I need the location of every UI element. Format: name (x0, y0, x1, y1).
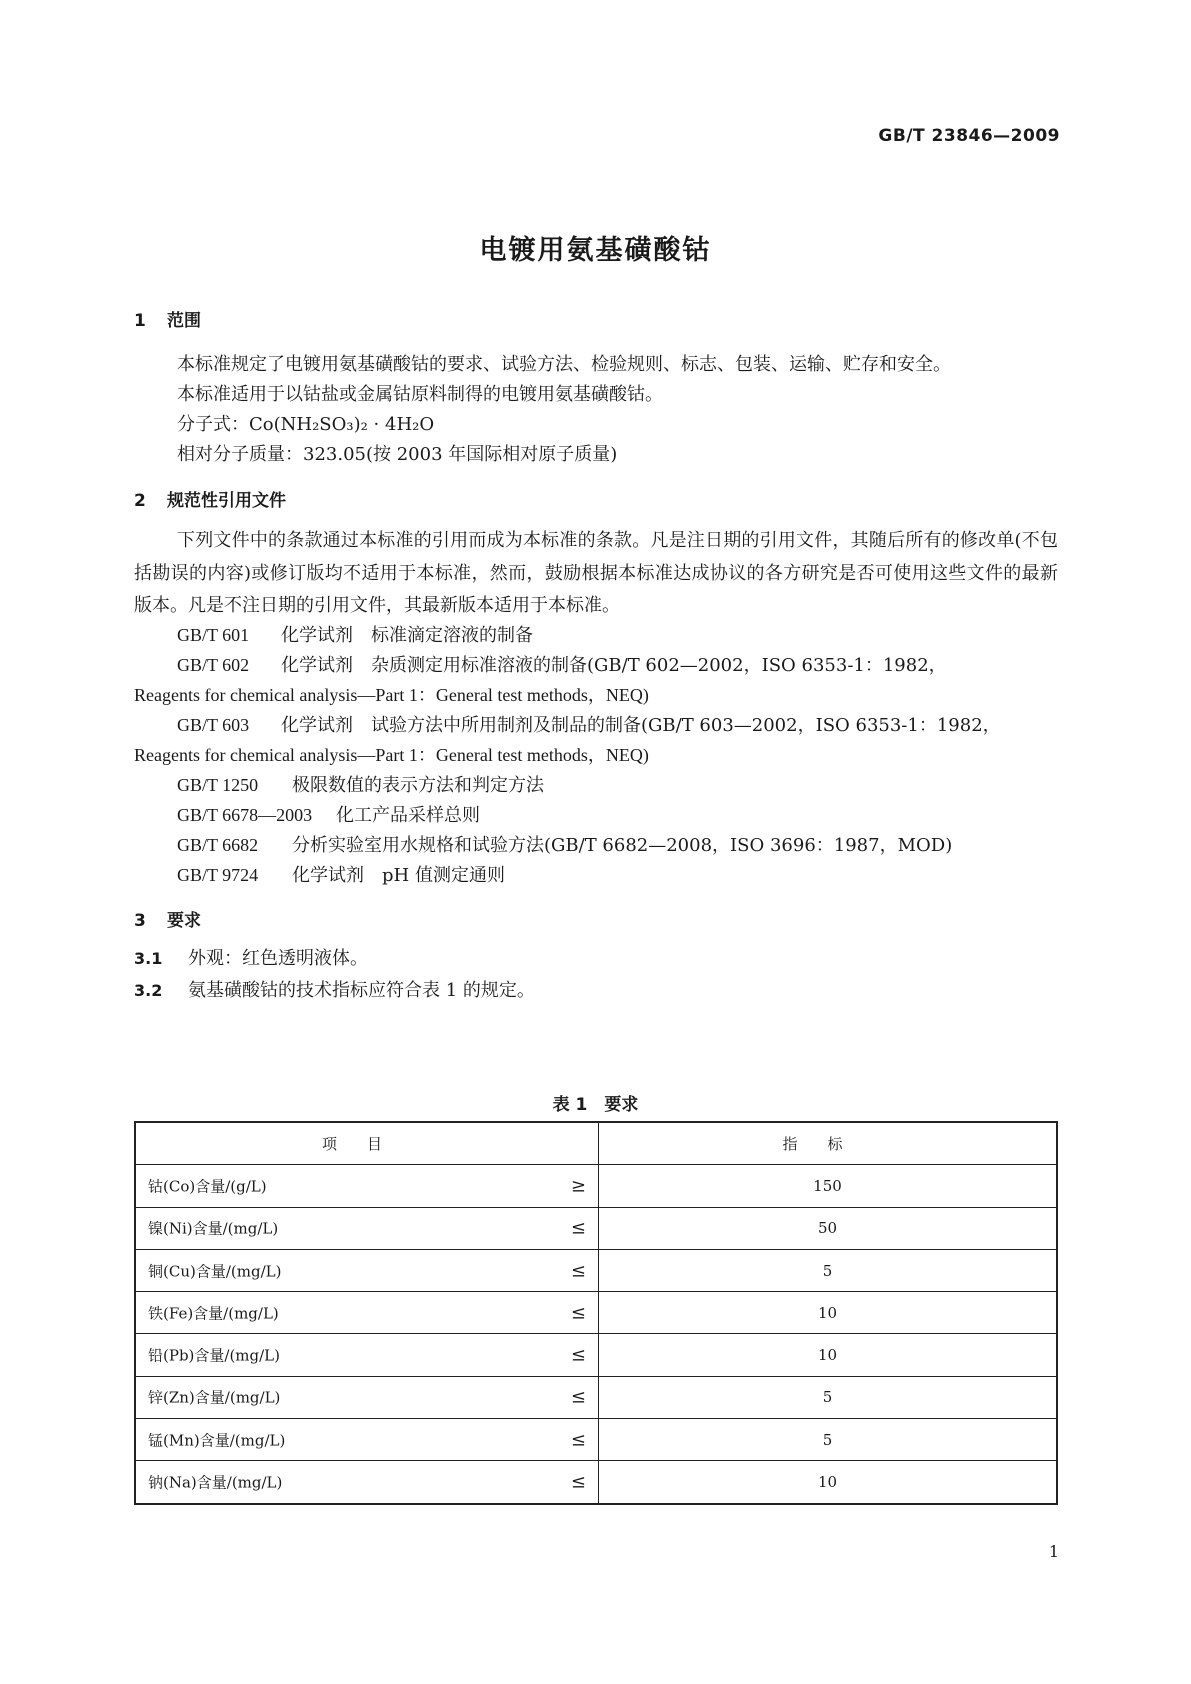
column-header-value: 指标 (599, 1122, 1058, 1165)
item-name: 铜(Cu)含量/(mg/L) (148, 1262, 282, 1281)
reference-title: 化学试剂 pH 值测定通则 (292, 865, 505, 886)
item-name: 锰(Mn)含量/(mg/L) (148, 1431, 286, 1450)
section-title: 要求 (167, 911, 201, 931)
table-row (135, 1376, 1057, 1418)
table-row (135, 1419, 1057, 1461)
reference-title: 化学试剂 标准滴定溶液的制备 (281, 625, 533, 646)
formula-label: 分子式： (177, 414, 249, 435)
item-cell (135, 1207, 599, 1249)
comparison-operator: ≤ (570, 1471, 586, 1493)
intro-text: 下列文件中的条款通过本标准的引用而成为本标准的条款。凡是注日期的引用文件，其随后所有的修改单(不包括勘误的内容)或修订版均不适用于本标准，然而，鼓励根据本标准达成协议的各方研究是否可使用这些文件的最新版本。凡是不注日期的引用文件，其最新版本适用于本标准。 (134, 530, 1058, 616)
item-name: 铁(Fe)含量/(mg/L) (148, 1304, 279, 1323)
standard-code: GB/T 23846—2009 (878, 126, 1060, 146)
item-cell (135, 1249, 599, 1291)
item-cell (135, 1376, 599, 1418)
item-name: 锌(Zn)含量/(mg/L) (148, 1388, 281, 1407)
reference-continuation: Reagents for chemical analysis—Part 1：General test methods，NEQ) (134, 685, 649, 705)
table-caption: 表 1 要求 (552, 1095, 639, 1115)
table-row (135, 1461, 1057, 1504)
reference-title: 极限数值的表示方法和判定方法 (292, 775, 544, 796)
references-intro (134, 525, 1058, 623)
section-3-heading (134, 906, 201, 931)
comparison-operator: ≤ (570, 1260, 586, 1282)
section-number: 1 (134, 311, 146, 331)
reference-item (177, 861, 505, 887)
reference-item (177, 621, 533, 647)
table-row (135, 1207, 1057, 1249)
item-name: 镍(Ni)含量/(mg/L) (148, 1219, 279, 1238)
reference-item (177, 801, 480, 827)
molecular-mass: 相对分子质量：323.05(按 2003 年国际相对原子质量) (177, 444, 618, 465)
reference-item (177, 831, 952, 857)
section-2-heading (134, 486, 286, 511)
page-number: 1 (1048, 1542, 1059, 1561)
clause-3-2 (134, 976, 535, 1002)
item-name: 铅(Pb)含量/(mg/L) (148, 1346, 280, 1365)
comparison-operator: ≤ (570, 1429, 586, 1451)
item-cell (135, 1292, 599, 1334)
section-title: 范围 (167, 311, 201, 331)
document-title: 电镀用氨基磺酸钴 (479, 235, 712, 266)
item-cell (135, 1165, 599, 1207)
reference-code: GB/T 603 (177, 715, 250, 735)
section-number: 3 (134, 911, 146, 931)
reference-title: 化工产品采样总则 (336, 805, 480, 826)
table-row (135, 1292, 1057, 1334)
table-row (135, 1165, 1057, 1207)
value-cell: 50 (599, 1207, 1058, 1249)
value-cell: 10 (599, 1292, 1058, 1334)
clause-text: 氨基磺酸钴的技术指标应符合表 1 的规定。 (188, 980, 535, 1001)
molecular-formula (177, 410, 434, 436)
clause-number: 3.1 (134, 949, 163, 968)
item-name: 钴(Co)含量/(g/L) (148, 1177, 267, 1196)
column-header-item: 项目 (135, 1122, 599, 1165)
scope-paragraph-1: 本标准规定了电镀用氨基磺酸钴的要求、试验方法、检验规则、标志、包装、运输、贮存和安全。 (177, 354, 951, 375)
clause-3-1 (134, 944, 368, 970)
requirements-table (134, 1121, 1058, 1505)
section-1-heading (134, 306, 201, 331)
value-cell: 5 (599, 1376, 1058, 1418)
reference-item (177, 771, 544, 797)
value-cell: 5 (599, 1419, 1058, 1461)
comparison-operator: ≥ (570, 1175, 586, 1197)
reference-title: 化学试剂 试验方法中所用制剂及制品的制备(GB/T 603—2002，ISO 6353-1：1982， (281, 715, 1001, 736)
item-cell (135, 1419, 599, 1461)
reference-item (177, 651, 947, 677)
reference-title: 分析实验室用水规格和试验方法(GB/T 6682—2008，ISO 3696：1987，MOD) (292, 835, 953, 856)
reference-code: GB/T 602 (177, 655, 250, 675)
reference-code: GB/T 9724 (177, 865, 259, 885)
section-title: 规范性引用文件 (167, 491, 286, 511)
comparison-operator: ≤ (570, 1386, 586, 1408)
item-name: 钠(Na)含量/(mg/L) (148, 1473, 283, 1492)
value-cell: 10 (599, 1334, 1058, 1376)
reference-code: GB/T 1250 (177, 775, 259, 795)
reference-code: GB/T 6678—2003 (177, 805, 313, 825)
reference-code: GB/T 601 (177, 625, 250, 645)
clause-number: 3.2 (134, 981, 163, 1000)
comparison-operator: ≤ (570, 1217, 586, 1239)
section-number: 2 (134, 491, 146, 511)
reference-item (177, 711, 1001, 737)
value-cell: 10 (599, 1461, 1058, 1504)
table-row (135, 1334, 1057, 1376)
reference-title: 化学试剂 杂质测定用标准溶液的制备(GB/T 602—2002，ISO 6353-1：1982， (281, 655, 947, 676)
value-cell: 150 (599, 1165, 1058, 1207)
value-cell: 5 (599, 1249, 1058, 1291)
table-row (135, 1249, 1057, 1291)
reference-continuation: Reagents for chemical analysis—Part 1：General test methods，NEQ) (134, 745, 649, 765)
comparison-operator: ≤ (570, 1344, 586, 1366)
scope-paragraph-2: 本标准适用于以钴盐或金属钴原料制得的电镀用氨基磺酸钴。 (177, 384, 663, 405)
item-cell (135, 1461, 599, 1504)
reference-code: GB/T 6682 (177, 835, 259, 855)
clause-text: 外观：红色透明液体。 (188, 948, 368, 969)
formula-value: Co(NH₂SO₃)₂ · 4H₂O (249, 414, 435, 435)
comparison-operator: ≤ (570, 1302, 586, 1324)
item-cell (135, 1334, 599, 1376)
table-header-row (135, 1122, 1057, 1165)
